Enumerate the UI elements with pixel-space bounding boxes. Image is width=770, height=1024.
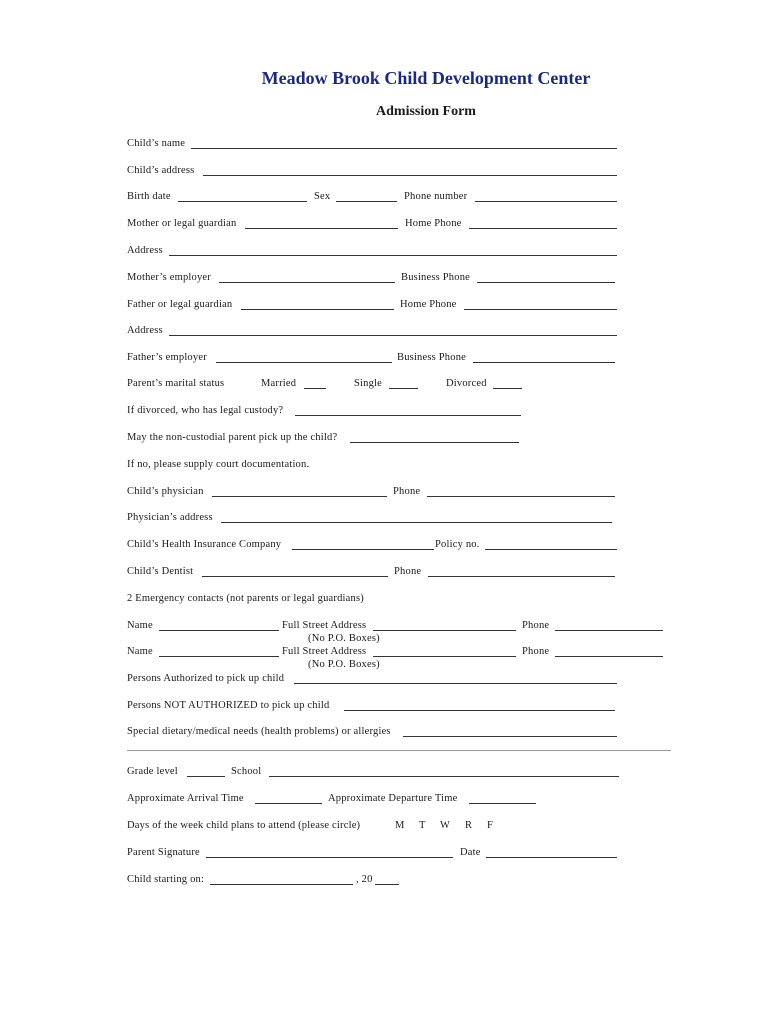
departure-field[interactable] bbox=[469, 803, 536, 804]
no-po-note: (No P.O. Boxes) bbox=[308, 633, 380, 644]
home-phone-label: Home Phone bbox=[405, 218, 462, 229]
business-phone-label: Business Phone bbox=[397, 352, 467, 363]
father-guardian-label: Father or legal guardian bbox=[127, 299, 233, 310]
starting-label: Child starting on: bbox=[127, 874, 205, 885]
dentist-field[interactable] bbox=[202, 576, 388, 577]
home-phone-field[interactable] bbox=[469, 228, 617, 229]
day-friday[interactable]: F bbox=[487, 820, 494, 831]
full-street-label: Full Street Address bbox=[282, 620, 367, 631]
custody-field[interactable] bbox=[295, 415, 521, 416]
arrival-field[interactable] bbox=[255, 803, 322, 804]
year-prefix: , 20 bbox=[356, 874, 373, 885]
dietary-field[interactable] bbox=[403, 736, 617, 737]
single-label: Single bbox=[354, 378, 383, 389]
day-wednesday[interactable]: W bbox=[440, 820, 451, 831]
child-address-field[interactable] bbox=[203, 175, 617, 176]
arrival-label: Approximate Arrival Time bbox=[127, 793, 244, 804]
emergency-1-address-field[interactable] bbox=[373, 630, 516, 631]
not-authorized-field[interactable] bbox=[344, 710, 615, 711]
marital-status-label: Parent’s marital status bbox=[127, 378, 225, 389]
physician-label: Child’s physician bbox=[127, 486, 204, 497]
days-label: Days of the week child plans to attend (please circle) bbox=[127, 820, 361, 831]
dentist-phone-field[interactable] bbox=[428, 576, 615, 577]
starting-date-field[interactable] bbox=[210, 884, 353, 885]
father-employer-field[interactable] bbox=[216, 362, 392, 363]
date-field[interactable] bbox=[486, 857, 617, 858]
signature-field[interactable] bbox=[206, 857, 453, 858]
married-label: Married bbox=[261, 378, 297, 389]
business-phone-field[interactable] bbox=[477, 282, 615, 283]
address-label: Address bbox=[127, 245, 163, 256]
business-phone-field[interactable] bbox=[473, 362, 615, 363]
section-divider bbox=[127, 750, 671, 751]
home-phone-label: Home Phone bbox=[400, 299, 457, 310]
phone-label: Phone bbox=[522, 620, 550, 631]
home-phone-field[interactable] bbox=[464, 309, 617, 310]
policy-label: Policy no. bbox=[435, 539, 480, 550]
married-field[interactable] bbox=[304, 388, 326, 389]
insurance-label: Child’s Health Insurance Company bbox=[127, 539, 282, 550]
phone-number-field[interactable] bbox=[475, 201, 617, 202]
day-monday[interactable]: M bbox=[395, 820, 405, 831]
school-label: School bbox=[231, 766, 262, 777]
birth-date-field[interactable] bbox=[178, 201, 307, 202]
physician-address-field[interactable] bbox=[221, 522, 612, 523]
authorized-field[interactable] bbox=[294, 683, 617, 684]
form-subtitle: Admission Form bbox=[376, 104, 476, 119]
birth-date-label: Birth date bbox=[127, 191, 171, 202]
divorced-field[interactable] bbox=[493, 388, 522, 389]
mother-employer-field[interactable] bbox=[219, 282, 395, 283]
grade-label: Grade level bbox=[127, 766, 178, 777]
authorized-label: Persons Authorized to pick up child bbox=[127, 673, 285, 684]
custody-label: If divorced, who has legal custody? bbox=[127, 405, 284, 416]
departure-label: Approximate Departure Time bbox=[328, 793, 458, 804]
phone-label: Phone bbox=[393, 486, 421, 497]
dentist-label: Child’s Dentist bbox=[127, 566, 194, 577]
date-label: Date bbox=[460, 847, 481, 858]
single-field[interactable] bbox=[389, 388, 418, 389]
phone-label: Phone bbox=[394, 566, 422, 577]
child-name-field[interactable] bbox=[191, 148, 617, 149]
physician-address-label: Physician’s address bbox=[127, 512, 213, 523]
form-title: Meadow Brook Child Development Center bbox=[261, 68, 591, 88]
emergency-2-name-field[interactable] bbox=[159, 656, 279, 657]
school-field[interactable] bbox=[269, 776, 619, 777]
mother-employer-label: Mother’s employer bbox=[127, 272, 211, 283]
emergency-heading: 2 Emergency contacts (not parents or legal guardians) bbox=[127, 593, 364, 604]
full-street-label: Full Street Address bbox=[282, 646, 367, 657]
emergency-2-address-field[interactable] bbox=[373, 656, 516, 657]
divorced-label: Divorced bbox=[446, 378, 487, 389]
emergency-1-name-field[interactable] bbox=[159, 630, 279, 631]
father-employer-label: Father’s employer bbox=[127, 352, 207, 363]
business-phone-label: Business Phone bbox=[401, 272, 471, 283]
starting-year-field[interactable] bbox=[375, 884, 399, 885]
grade-field[interactable] bbox=[187, 776, 225, 777]
non-custodial-label: May the non-custodial parent pick up the child? bbox=[127, 432, 338, 443]
address-field[interactable] bbox=[169, 255, 617, 256]
phone-label: Phone bbox=[522, 646, 550, 657]
physician-phone-field[interactable] bbox=[427, 496, 615, 497]
child-name-label: Child’s name bbox=[127, 138, 186, 149]
emergency-2-phone-field[interactable] bbox=[555, 656, 663, 657]
court-doc-text: If no, please supply court documentation. bbox=[127, 459, 310, 470]
physician-field[interactable] bbox=[212, 496, 387, 497]
day-thursday[interactable]: R bbox=[465, 820, 473, 831]
address-field[interactable] bbox=[169, 335, 617, 336]
emergency-1-phone-field[interactable] bbox=[555, 630, 663, 631]
no-po-note: (No P.O. Boxes) bbox=[308, 659, 380, 670]
dietary-label: Special dietary/medical needs (health problems) or allergies bbox=[127, 726, 391, 737]
mother-guardian-label: Mother or legal guardian bbox=[127, 218, 237, 229]
day-tuesday[interactable]: T bbox=[419, 820, 426, 831]
not-authorized-label: Persons NOT AUTHORIZED to pick up child bbox=[127, 700, 330, 711]
name-label: Name bbox=[127, 620, 153, 631]
child-address-label: Child’s address bbox=[127, 165, 195, 176]
father-guardian-field[interactable] bbox=[241, 309, 394, 310]
non-custodial-field[interactable] bbox=[350, 442, 519, 443]
address-label: Address bbox=[127, 325, 163, 336]
signature-label: Parent Signature bbox=[127, 847, 200, 858]
policy-field[interactable] bbox=[485, 549, 617, 550]
mother-guardian-field[interactable] bbox=[245, 228, 398, 229]
sex-field[interactable] bbox=[336, 201, 397, 202]
name-label: Name bbox=[127, 646, 153, 657]
insurance-field[interactable] bbox=[292, 549, 434, 550]
phone-number-label: Phone number bbox=[404, 191, 468, 202]
sex-label: Sex bbox=[314, 191, 331, 202]
